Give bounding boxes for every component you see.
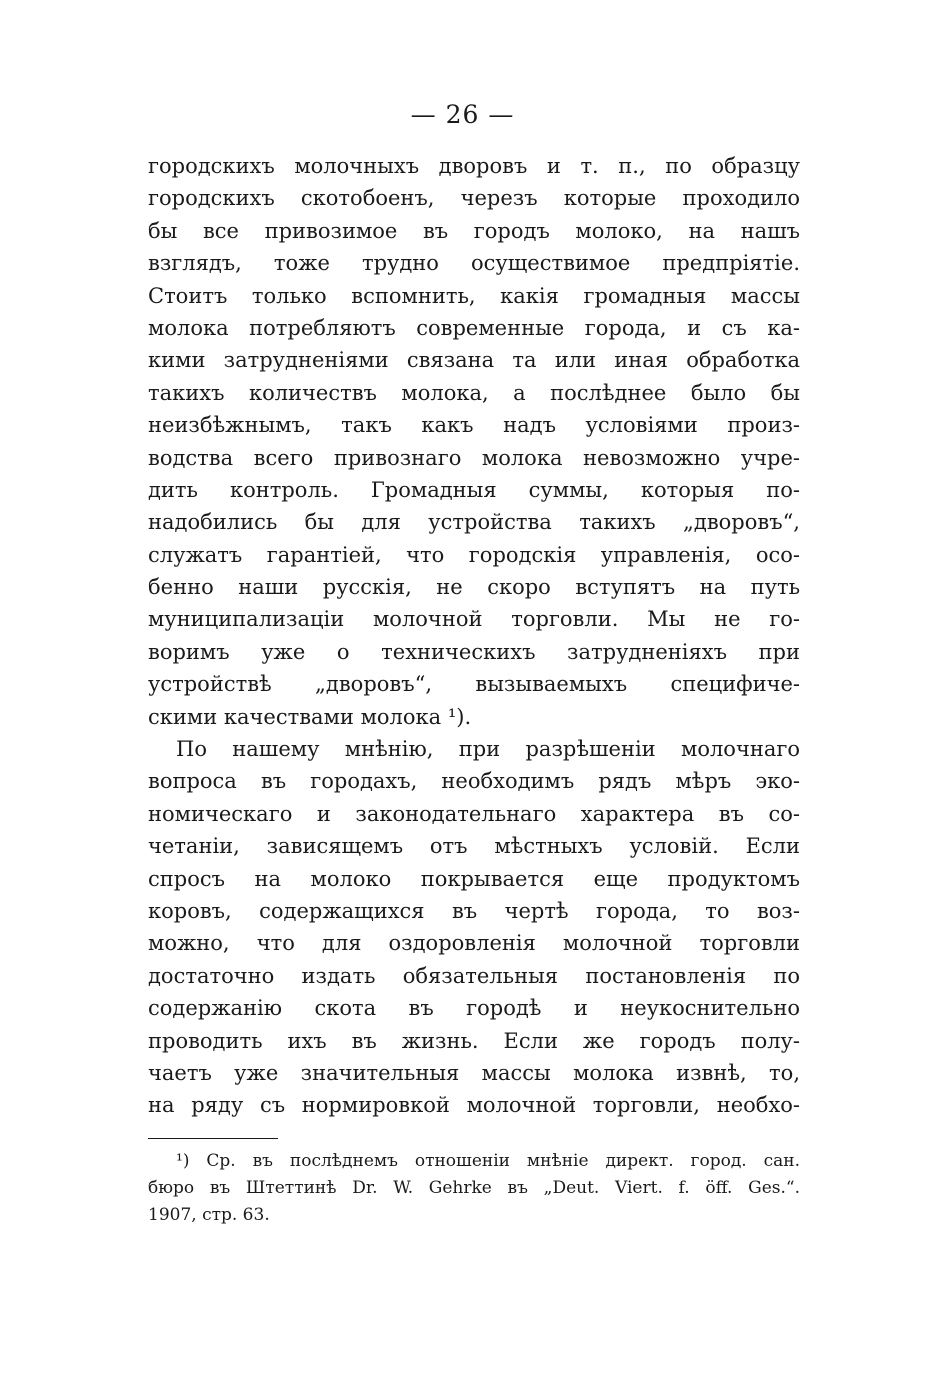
text-line: муниципализаціи молочной торговли. Мы не го- xyxy=(148,607,800,632)
text-line: дить контроль. Громадныя суммы, которыя по- xyxy=(148,477,800,502)
text-line: неизбѣжнымъ, такъ какъ надъ условіями произ- xyxy=(148,413,800,438)
text-line: кими затрудненіями связана та или иная обработка xyxy=(148,348,800,373)
text-line: вопроса въ городахъ, необходимъ рядъ мѣръ эко- xyxy=(148,769,800,794)
text-line: чаетъ уже значительныя массы молока извнѣ, то, xyxy=(148,1060,800,1085)
text-line: четаніи, зависящемъ отъ мѣстныхъ условій. Если xyxy=(148,834,800,859)
text-line: молока потребляютъ современные города, и съ ка- xyxy=(148,315,800,340)
text-line: Стоитъ только вспомнить, какія громадныя массы xyxy=(148,283,800,308)
text-line: бы все привозимое въ городъ молоко, на нашъ xyxy=(148,218,800,243)
text-line: водства всего привознаго молока невозможно учре- xyxy=(148,445,800,470)
text-line: надобились бы для устройства такихъ „дворовъ“, xyxy=(148,510,800,535)
text-line: городскихъ молочныхъ дворовъ и т. п., по образцу xyxy=(148,154,800,178)
text-line: номическаго и законодательнаго характера въ со- xyxy=(148,801,800,826)
text-line: бенно наши русскія, не скоро вступятъ на путь xyxy=(148,575,800,600)
text-line: достаточно издать обязательныя постановленія по xyxy=(148,963,800,988)
footnote-line: ¹) Ср. въ послѣднемъ отношеніи мнѣніе директ. город. сан. xyxy=(176,1151,800,1171)
footnote-divider xyxy=(148,1138,278,1139)
text-line: можно, что для оздоровленія молочной торговли xyxy=(148,931,800,956)
text-line: спросъ на молоко покрывается еще продуктомъ xyxy=(148,866,800,891)
text-line: коровъ, содержащихся въ чертѣ города, то воз- xyxy=(148,898,800,923)
page-number: — 26 — xyxy=(410,100,515,129)
text-line: По нашему мнѣнію, при разрѣшеніи молочнаго xyxy=(176,737,800,762)
footnote xyxy=(148,1148,800,1229)
text-line: воримъ уже о техническихъ затрудненіяхъ при xyxy=(148,639,800,664)
text-line: взглядъ, тоже трудно осуществимое предпріятіе. xyxy=(148,251,800,276)
footnote-line: бюро въ Штеттинѣ Dr. W. Gehrke въ „Deut. Viert. f. öff. Ges.“. xyxy=(148,1178,800,1198)
text-line: скими качествами молока ¹). xyxy=(148,704,472,729)
text-line: такихъ количествъ молока, а послѣднее было бы xyxy=(148,380,800,405)
text-line: проводить ихъ въ жизнь. Если же городъ полу- xyxy=(148,1028,800,1053)
body-text xyxy=(148,150,800,1122)
text-line: служатъ гарантіей, что городскія управленія, осо- xyxy=(148,542,800,567)
text-line: содержанію скота въ городѣ и неукоснительно xyxy=(148,996,800,1021)
footnote-line: 1907, стр. 63. xyxy=(148,1205,270,1225)
text-line: городскихъ скотобоенъ, черезъ которые проходило xyxy=(148,186,800,211)
text-line: на ряду съ нормировкой молочной торговли, необхо- xyxy=(148,1093,800,1118)
text-line: устройствѣ „дворовъ“, вызываемыхъ специфиче- xyxy=(148,672,800,697)
